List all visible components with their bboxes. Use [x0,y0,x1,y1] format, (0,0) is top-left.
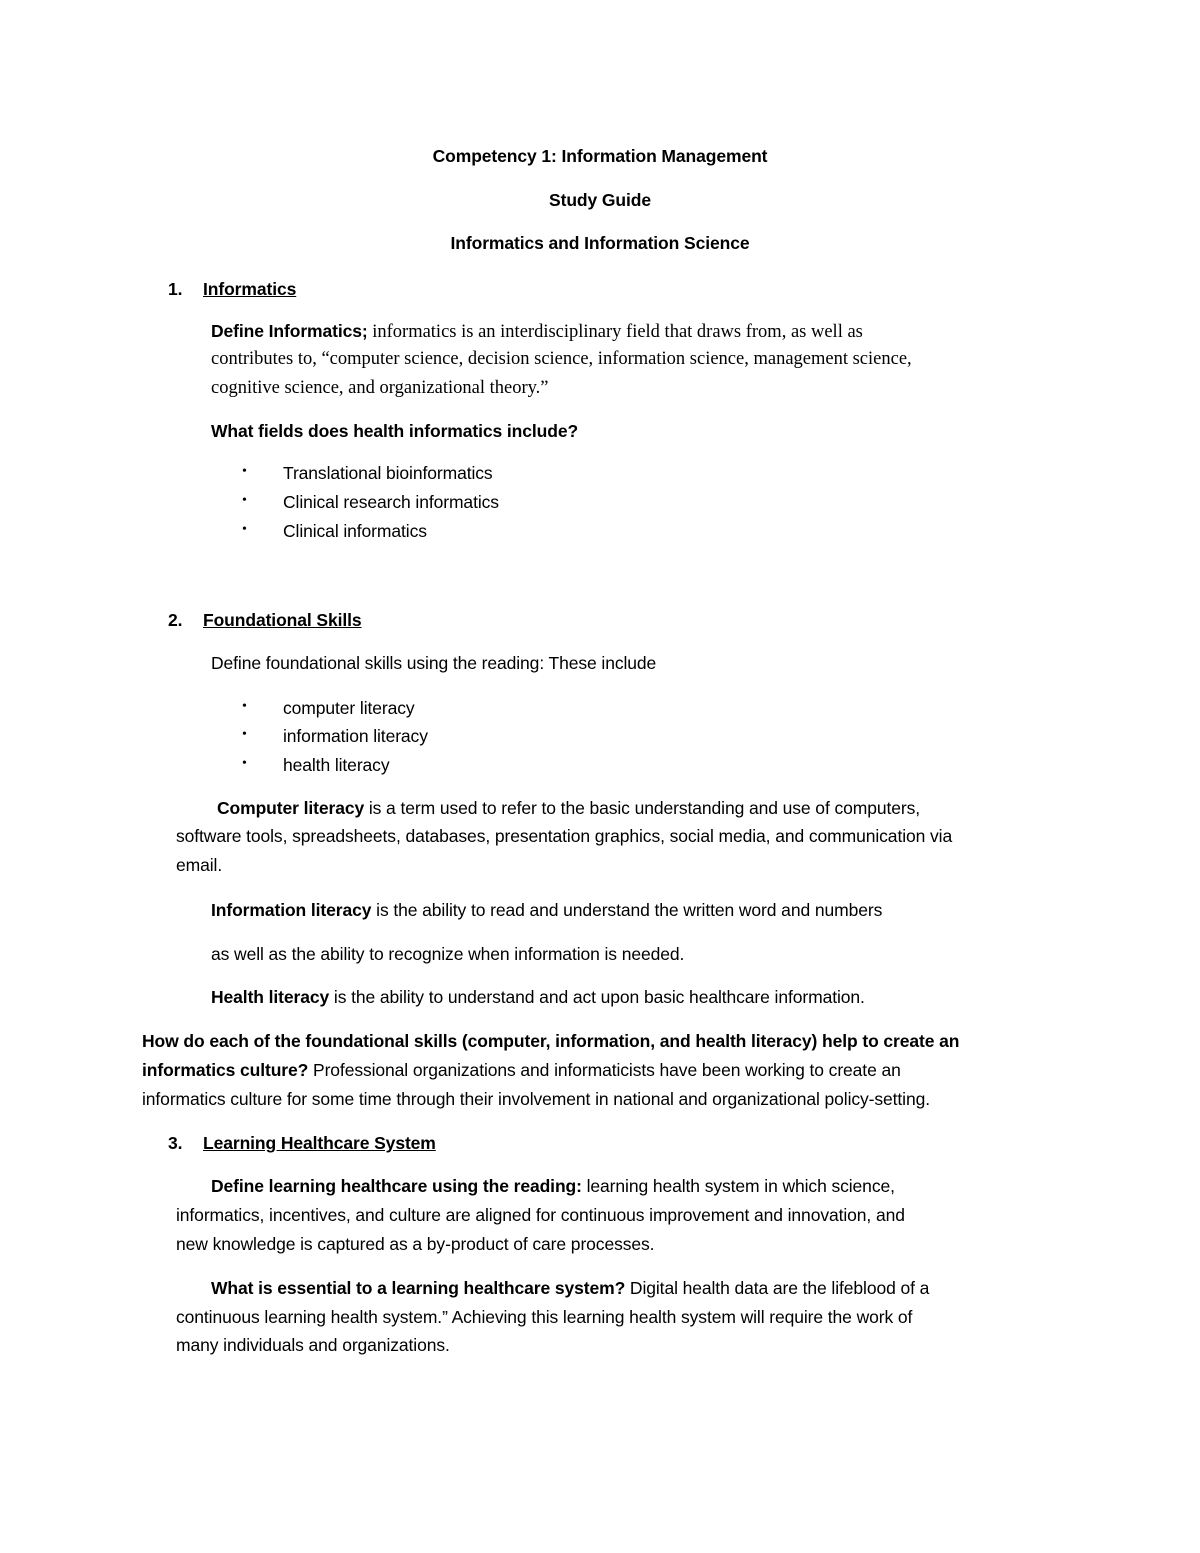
information-literacy-line-2: as well as the ability to recognize when information is needed. [211,944,685,964]
document-title: Competency 1: Information Management [432,146,768,166]
culture-question-label: informatics culture? [142,1060,309,1080]
computer-literacy-line-3: email. [176,855,223,875]
list-item: health literacy [283,755,390,775]
essential-line-1: What is essential to a learning healthcare system? Digital health data are the lifeblood of a [211,1278,930,1298]
health-literacy-line: Health literacy is the ability to understand and act upon basic healthcare information. [211,987,865,1007]
section-3-number: 3. [168,1133,183,1153]
learning-healthcare-line-3: new knowledge is captured as a by-product of care processes. [176,1234,655,1254]
section-1-heading: Informatics [203,279,297,299]
learning-healthcare-line-2: informatics, incentives, and culture are aligned for continuous improvement and innovation, and [176,1205,905,1225]
list-item: computer literacy [283,698,415,718]
health-informatics-question: What fields does health informatics include? [211,421,579,441]
essential-line-3: many individuals and organizations. [176,1335,450,1355]
section-3-heading: Learning Healthcare System [203,1133,436,1153]
bullet-dot: • [242,756,247,771]
section-2-number: 2. [168,610,183,630]
informatics-definition-line-1: Define Informatics; informatics is an interdisciplinary field that draws from, as well as [211,321,863,342]
section-heading: Informatics and Information Science [450,233,750,253]
essential-line-2: continuous learning health system.” Achieving this learning health system will require the work of [176,1307,913,1327]
bullet-dot: • [242,493,247,508]
computer-literacy-line-1: Computer literacy is a term used to refer to the basic understanding and use of computers, [217,798,921,818]
define-learning-healthcare-label: Define learning healthcare using the reading: [211,1176,582,1196]
information-literacy-line-1: Information literacy is the ability to read and understand the written word and numbers [211,900,883,920]
informatics-definition-line-2: contributes to, “computer science, decision science, information science, management science, [211,349,912,369]
bullet-dot: • [242,699,247,714]
bullet-dot: • [242,522,247,537]
informatics-definition-line-3: cognitive science, and organizational theory.” [211,378,549,398]
section-2-heading: Foundational Skills [203,610,362,630]
bullet-dot: • [242,464,247,479]
essential-question-label: What is essential to a learning healthcare system? [211,1278,626,1298]
health-literacy-label: Health literacy [211,987,330,1007]
culture-question-line-1: How do each of the foundational skills (computer, information, and health literacy) help to create an [142,1031,960,1051]
list-item: Clinical research informatics [283,492,499,512]
bullet-dot: • [242,727,247,742]
define-informatics-label: Define Informatics; [211,321,368,341]
document-subtitle: Study Guide [549,190,651,210]
list-item: information literacy [283,726,428,746]
list-item: Translational bioinformatics [283,463,493,483]
learning-healthcare-line-1: Define learning healthcare using the reading: learning health system in which science, [211,1176,895,1196]
list-item: Clinical informatics [283,521,427,541]
culture-question-line-2: informatics culture? Professional organizations and informaticists have been working to create an [142,1060,901,1080]
section-1-number: 1. [168,279,183,299]
computer-literacy-line-2: software tools, spreadsheets, databases, presentation graphics, social media, and communication via [176,826,953,846]
information-literacy-label: Information literacy [211,900,372,920]
computer-literacy-label: Computer literacy [217,798,365,818]
foundational-skills-intro: Define foundational skills using the reading: These include [211,653,657,673]
culture-answer-line-3: informatics culture for some time through their involvement in national and organizational policy-setting. [142,1089,931,1109]
